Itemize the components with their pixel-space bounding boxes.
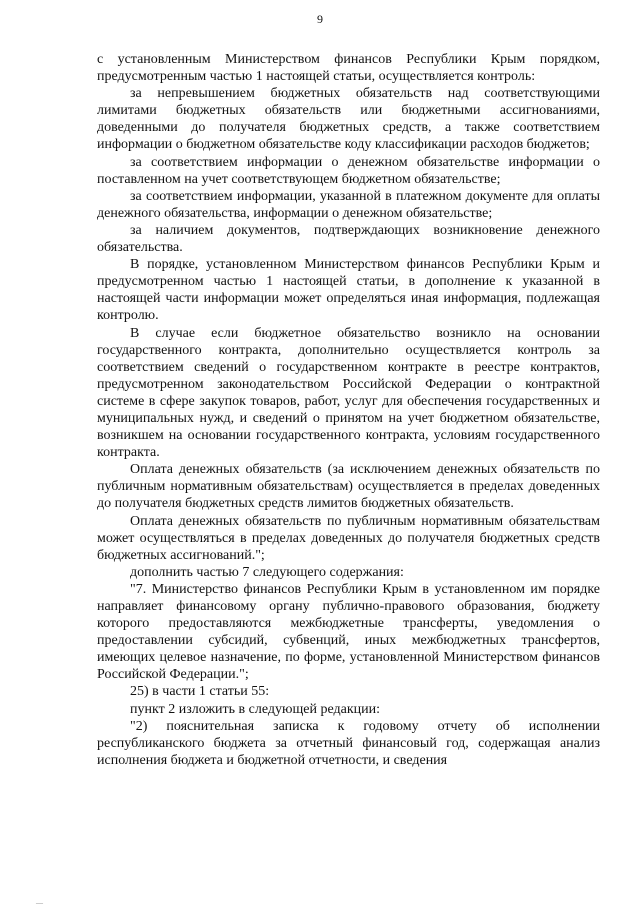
- paragraph: Оплата денежных обязательств (за исключением денежных обязательств по публичным нормативным обязательствам) осуществляется в пределах доведенных до получателя бюджетных средств лимитов бюджетных обязательств.: [97, 462, 600, 512]
- paragraph: В случае если бюджетное обязательство возникло на основании государственного контракта, дополнительно осуществляется контроль за соответствием сведений о государственном контракте в реестре контрактов, предусмотренном законодательством Российской Федерации о контрактной системе в сфере закупок товаров, работ, услуг для обеспечения государственных и муниципальных нужд, и сведений о принятом на учет бюджетном обязательстве, возникшем на основании государственного контракта, условиям государственного контракта.: [97, 325, 600, 461]
- paragraph: дополнить частью 7 следующего содержания:: [130, 564, 404, 580]
- paragraph: В порядке, установленном Министерством финансов Республики Крым и предусмотренном частью 1 настоящей статьи, в дополнение к указанной в настоящей части информации может определяться иная информация, подлежащая контролю.: [97, 257, 600, 324]
- paragraph: с установленным Министерством финансов Республики Крым порядком, предусмотренным частью 1 настоящей статьи, осуществляется контроль:: [97, 52, 600, 85]
- paragraph: 25) в части 1 статьи 55:: [130, 684, 270, 700]
- paragraph: "7. Министерство финансов Республики Крым в установленном им порядке направляет финансовому органу публично-правового образования, бюджету которого предоставляются межбюджетные трансферты, уведомления о предоставлении субсидий, субвенций, иных межбюджетных трансфертов, имеющих целевое назначение, по форме, установленной Министерством финансов Российской Федерации.";: [97, 581, 600, 683]
- paragraph: Оплата денежных обязательств по публичным нормативным обязательствам может осуществляться в пределах доведенных до получателя бюджетных средств бюджетных ассигнований.";: [97, 513, 600, 563]
- footer-mark: —: [36, 899, 43, 907]
- paragraph: пункт 2 изложить в следующей редакции:: [130, 701, 380, 717]
- paragraph: "2) пояснительная записка к годовому отчету об исполнении республиканского бюджета за отчетный финансовый год, содержащая анализ исполнения бюджета и бюджетной отчетности, и сведения: [97, 718, 600, 768]
- document-body: [97, 51, 600, 769]
- page-number: 9: [317, 12, 323, 26]
- paragraph: за наличием документов, подтверждающих возникновение денежного обязательства.: [97, 222, 600, 256]
- paragraph: за соответствием информации о денежном обязательстве информации о поставленном на учет соответствующем бюджетном обязательстве;: [97, 154, 600, 187]
- paragraph: за непревышением бюджетных обязательств над соответствующими лимитами бюджетных обязательств или бюджетными ассигнованиями, доведенными до получателя бюджетных средств, а также соответствием информации о бюджетном обязательстве коду классификации расходов бюджетов;: [97, 86, 600, 153]
- paragraph: за соответствием информации, указанной в платежном документе для оплаты денежного обязательства, информации о денежном обязательстве;: [97, 188, 600, 221]
